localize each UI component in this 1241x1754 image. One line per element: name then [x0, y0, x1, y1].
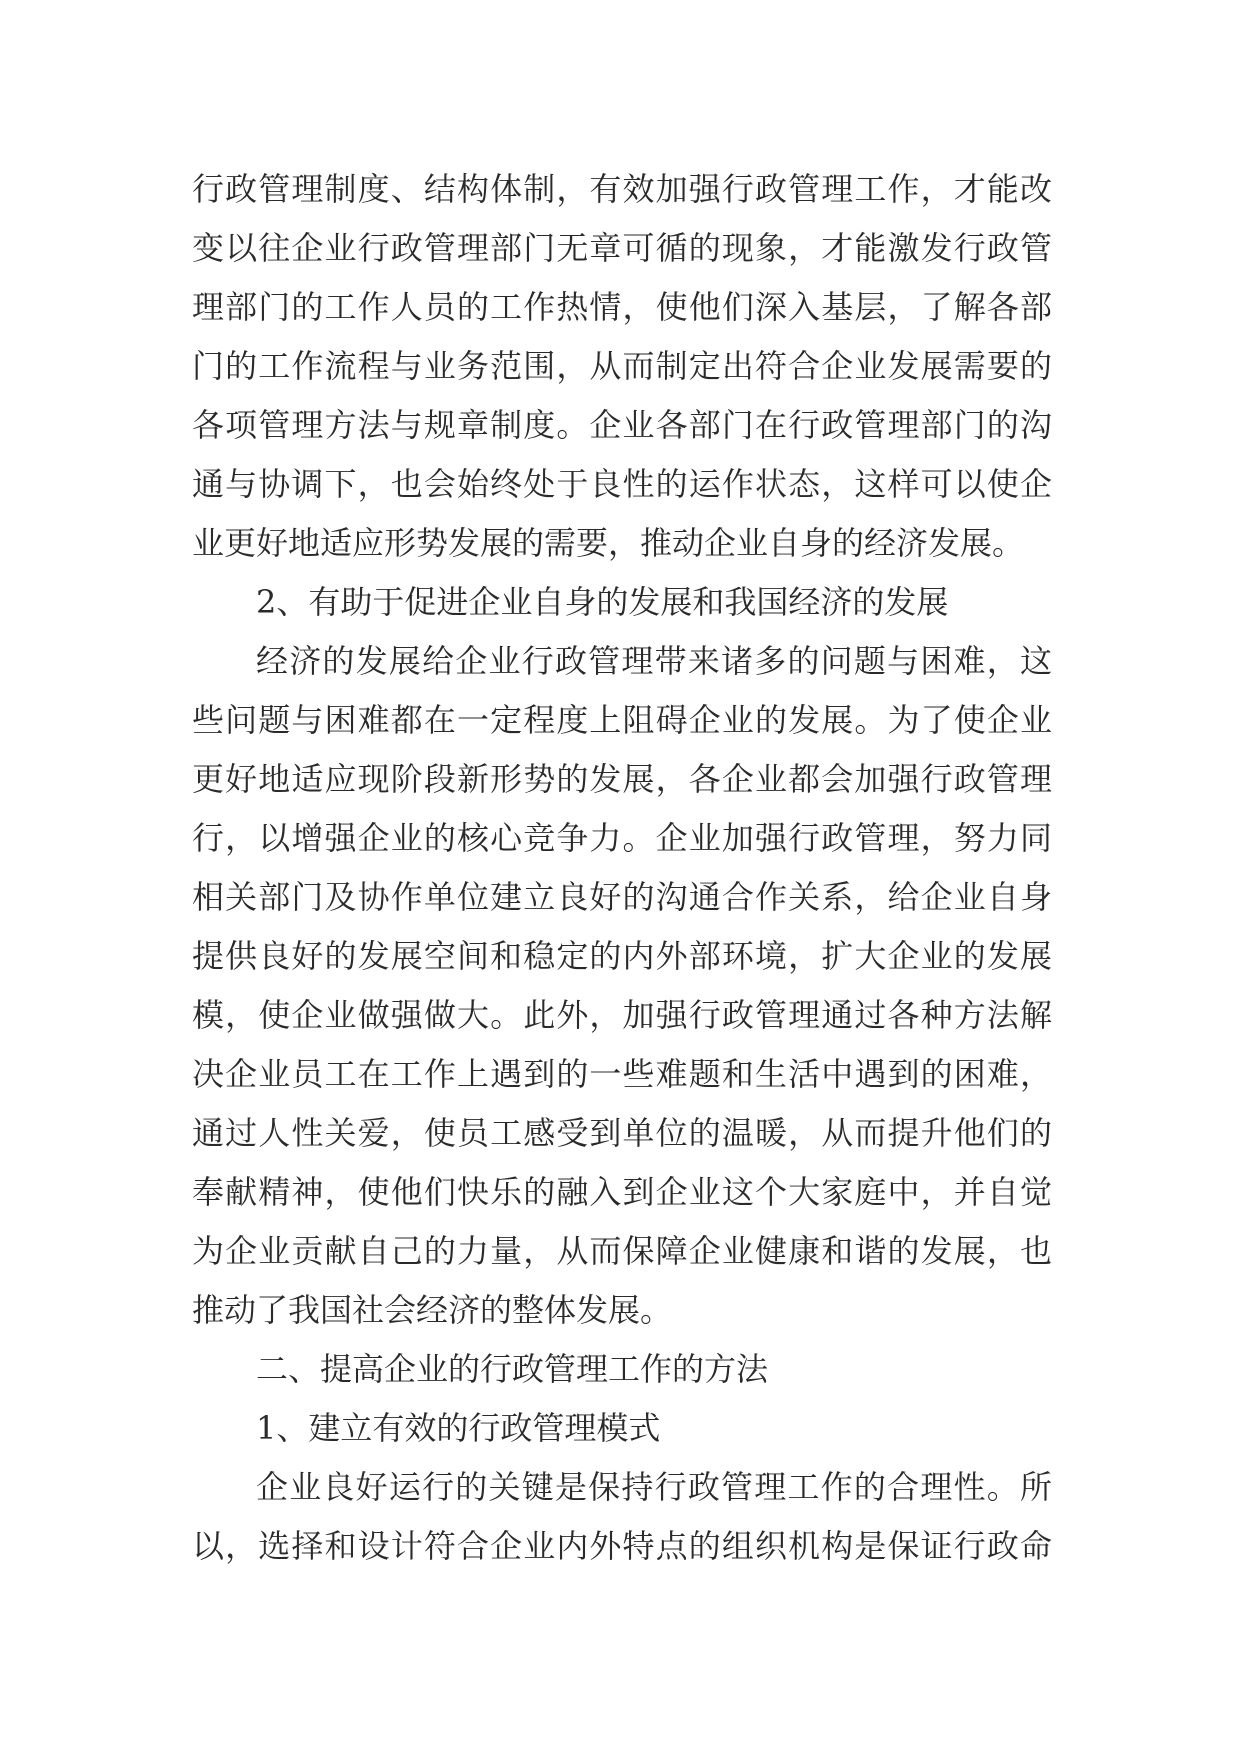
text-line: 行政管理制度、结构体制，有效加强行政管理工作，才能改: [192, 170, 1052, 208]
text-line: 理部门的工作人员的工作热情，使他们深入基层，了解各部: [192, 288, 1052, 326]
body-text: [192, 160, 1052, 1576]
text-line: 变以往企业行政管理部门无章可循的现象，才能激发行政管: [192, 229, 1052, 267]
text-line: 企业良好运行的关键是保持行政管理工作的合理性。所: [256, 1468, 1052, 1506]
text-line: 二、提高企业的行政管理工作的方法: [256, 1350, 769, 1388]
text-line: 行，以增强企业的核心竞争力。企业加强行政管理，努力同: [192, 819, 1052, 857]
text-line: 通与协调下，也会始终处于良性的运作状态，这样可以使企: [192, 465, 1052, 503]
text-line: 更好地适应现阶段新形势的发展，各企业都会加强行政管理: [192, 760, 1052, 798]
text-line: 业更好地适应形势发展的需要，推动企业自身的经济发展。: [192, 524, 1025, 562]
text-line: 提供良好的发展空间和稳定的内外部环境，扩大企业的发展: [192, 937, 1052, 975]
text-line: 各项管理方法与规章制度。企业各部门在行政管理部门的沟: [192, 406, 1052, 444]
text-line: 推动了我国社会经济的整体发展。: [192, 1291, 673, 1329]
text-line: 门的工作流程与业务范围，从而制定出符合企业发展需要的: [192, 347, 1052, 385]
text-line: 决企业员工在工作上遇到的一些难题和生活中遇到的困难，: [192, 1055, 1052, 1093]
text-line: 相关部门及协作单位建立良好的沟通合作关系，给企业自身: [192, 878, 1052, 916]
text-line: 以，选择和设计符合企业内外特点的组织机构是保证行政命: [192, 1527, 1052, 1565]
text-line: 模，使企业做强做大。此外，加强行政管理通过各种方法解: [192, 996, 1052, 1034]
text-line: 为企业贡献自己的力量，从而保障企业健康和谐的发展，也: [192, 1232, 1052, 1270]
text-line: 些问题与困难都在一定程度上阻碍企业的发展。为了使企业: [192, 701, 1052, 739]
text-line: 通过人性关爱，使员工感受到单位的温暖，从而提升他们的: [192, 1114, 1052, 1152]
text-line: 奉献精神，使他们快乐的融入到企业这个大家庭中，并自觉: [192, 1173, 1052, 1211]
text-line: 经济的发展给企业行政管理带来诸多的问题与困难，这: [256, 642, 1052, 680]
text-line: 1、建立有效的行政管理模式: [256, 1409, 661, 1447]
text-line: 2、有助于促进企业自身的发展和我国经济的发展: [256, 583, 949, 621]
